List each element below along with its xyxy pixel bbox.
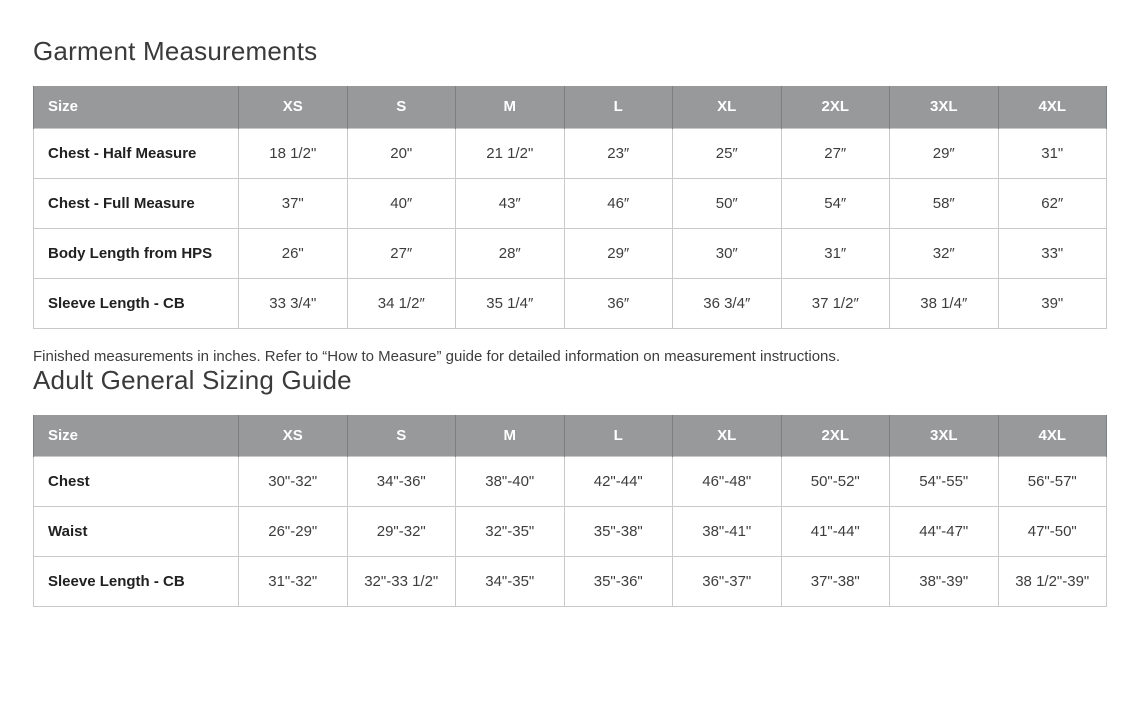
header-row <box>34 86 1107 128</box>
size-column-header-cell: 2XL <box>781 86 890 128</box>
value-cell: 27″ <box>781 128 890 178</box>
size-column-header-cell: S <box>347 415 456 457</box>
value-cell: 50"-52" <box>781 457 890 507</box>
value-cell: 29″ <box>890 128 999 178</box>
value-cell: 36"-37" <box>673 557 782 607</box>
value-cell: 33" <box>998 228 1107 278</box>
value-cell: 44"-47" <box>890 507 999 557</box>
size-column-header-cell: 4XL <box>998 86 1107 128</box>
size-column-header-cell: XS <box>239 86 348 128</box>
value-cell: 46″ <box>564 178 673 228</box>
size-column-header-cell: 3XL <box>890 415 999 457</box>
garment-measurements-title: Garment Measurements <box>33 36 318 66</box>
size-column-header-cell: M <box>456 86 565 128</box>
value-cell: 37 1/2″ <box>781 278 890 328</box>
adult-sizing-guide-title: Adult General Sizing Guide <box>33 364 352 395</box>
value-cell: 32"-35" <box>456 507 565 557</box>
table-row <box>34 507 1107 557</box>
row-label-cell: Body Length from HPS <box>34 228 239 278</box>
value-cell: 29″ <box>564 228 673 278</box>
value-cell: 54″ <box>781 178 890 228</box>
value-cell: 39" <box>998 278 1107 328</box>
size-label-header-cell: Size <box>34 415 239 457</box>
size-column-header-cell: L <box>564 415 673 457</box>
value-cell: 38"-40" <box>456 457 565 507</box>
size-column-header-cell: XL <box>673 415 782 457</box>
value-cell: 18 1/2" <box>239 128 348 178</box>
value-cell: 41"-44" <box>781 507 890 557</box>
row-label-cell: Chest <box>34 457 239 507</box>
value-cell: 35"-38" <box>564 507 673 557</box>
value-cell: 37" <box>239 178 348 228</box>
value-cell: 34 1/2″ <box>347 278 456 328</box>
size-column-header-cell: M <box>456 415 565 457</box>
value-cell: 38"-39" <box>890 557 999 607</box>
value-cell: 34"-36" <box>347 457 456 507</box>
table-row <box>34 228 1107 278</box>
value-cell: 35"-36" <box>564 557 673 607</box>
table-row <box>34 278 1107 328</box>
table-row <box>34 128 1107 178</box>
value-cell: 62″ <box>998 178 1107 228</box>
size-column-header-cell: S <box>347 86 456 128</box>
value-cell: 36″ <box>564 278 673 328</box>
size-label-header-cell: Size <box>34 86 239 128</box>
value-cell: 32"-33 1/2" <box>347 557 456 607</box>
value-cell: 29"-32" <box>347 507 456 557</box>
value-cell: 43″ <box>456 178 565 228</box>
value-cell: 31" <box>998 128 1107 178</box>
value-cell: 27″ <box>347 228 456 278</box>
size-column-header-cell: 4XL <box>998 415 1107 457</box>
size-column-header-cell: 2XL <box>781 415 890 457</box>
value-cell: 31″ <box>781 228 890 278</box>
value-cell: 20" <box>347 128 456 178</box>
size-column-header-cell: XL <box>673 86 782 128</box>
value-cell: 38"-41" <box>673 507 782 557</box>
value-cell: 58″ <box>890 178 999 228</box>
value-cell: 23″ <box>564 128 673 178</box>
row-label-cell: Waist <box>34 507 239 557</box>
value-cell: 37"-38" <box>781 557 890 607</box>
value-cell: 38 1/2"-39" <box>998 557 1107 607</box>
value-cell: 32″ <box>890 228 999 278</box>
row-label-cell: Sleeve Length - CB <box>34 557 239 607</box>
value-cell: 28″ <box>456 228 565 278</box>
value-cell: 36 3/4″ <box>673 278 782 328</box>
header-row <box>34 415 1107 457</box>
value-cell: 46"-48" <box>673 457 782 507</box>
table-row <box>34 457 1107 507</box>
value-cell: 26" <box>239 228 348 278</box>
value-cell: 26"-29" <box>239 507 348 557</box>
table-row <box>34 557 1107 607</box>
row-label-cell: Sleeve Length - CB <box>34 278 239 328</box>
measurement-footnote: Finished measurements in inches. Refer to “How to Measure” guide for detailed information on measurement instructions. <box>33 347 841 365</box>
value-cell: 38 1/4″ <box>890 278 999 328</box>
value-cell: 56"-57" <box>998 457 1107 507</box>
value-cell: 30″ <box>673 228 782 278</box>
size-column-header-cell: XS <box>239 415 348 457</box>
row-label-cell: Chest - Half Measure <box>34 128 239 178</box>
value-cell: 30"-32" <box>239 457 348 507</box>
value-cell: 31"-32" <box>239 557 348 607</box>
size-column-header-cell: 3XL <box>890 86 999 128</box>
value-cell: 42"-44" <box>564 457 673 507</box>
value-cell: 34"-35" <box>456 557 565 607</box>
size-column-header-cell: L <box>564 86 673 128</box>
value-cell: 35 1/4″ <box>456 278 565 328</box>
garment-measurements-table <box>33 86 1107 329</box>
value-cell: 50″ <box>673 178 782 228</box>
value-cell: 33 3/4" <box>239 278 348 328</box>
value-cell: 47"-50" <box>998 507 1107 557</box>
value-cell: 54"-55" <box>890 457 999 507</box>
value-cell: 21 1/2" <box>456 128 565 178</box>
row-label-cell: Chest - Full Measure <box>34 178 239 228</box>
value-cell: 25″ <box>673 128 782 178</box>
adult-sizing-table <box>33 415 1107 608</box>
table-row <box>34 178 1107 228</box>
value-cell: 40″ <box>347 178 456 228</box>
